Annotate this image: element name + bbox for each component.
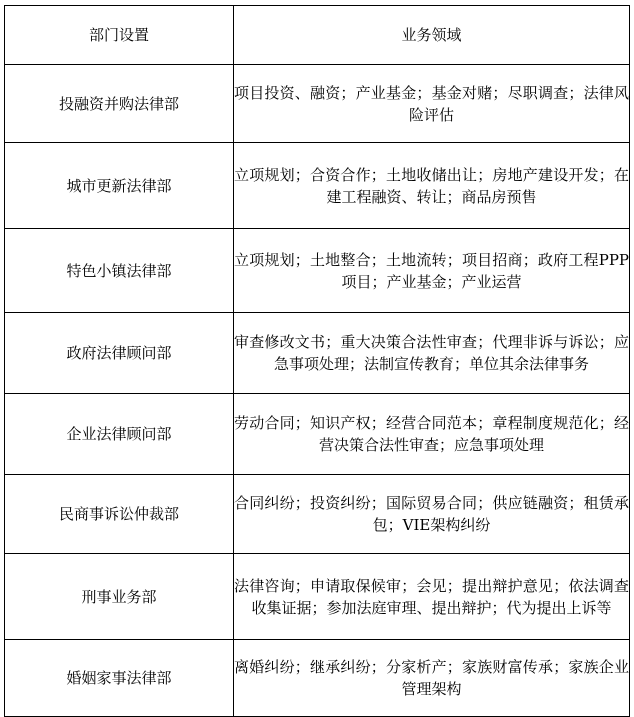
department-table	[4, 5, 630, 717]
table-row	[5, 313, 630, 394]
table-header-row	[5, 6, 630, 65]
table-row	[5, 394, 630, 475]
business-area: 审查修改文书；重大决策合法性审查；代理非诉与诉讼；应急事项处理；法制宣传教育；单位其余法律事务	[234, 313, 630, 394]
table-row	[5, 65, 630, 143]
table-row	[5, 640, 630, 717]
business-area: 立项规划；合资合作；土地收储出让；房地产建设开发；在建工程融资、转让；商品房预售	[234, 143, 630, 229]
business-area: 项目投资、融资；产业基金；基金对赌；尽职调查；法律风险评估	[234, 65, 630, 143]
business-area: 法律咨询；申请取保候审；会见；提出辩护意见；依法调查收集证据；参加法庭审理、提出辩护；代为提出上诉等	[234, 554, 630, 640]
table-row	[5, 475, 630, 554]
business-area: 合同纠纷；投资纠纷；国际贸易合同；供应链融资；租赁承包；VIE架构纠纷	[234, 475, 630, 554]
business-area: 劳动合同；知识产权；经营合同范本；章程制度规范化；经营决策合法性审查；应急事项处理	[234, 394, 630, 475]
business-area: 离婚纠纷；继承纠纷；分家析产；家族财富传承；家族企业管理架构	[234, 640, 630, 717]
business-area: 立项规划；土地整合；土地流转；项目招商；政府工程PPP项目；产业基金；产业运营	[234, 229, 630, 313]
header-business-area: 业务领域	[234, 6, 630, 65]
department-name: 民商事诉讼仲裁部	[5, 475, 234, 554]
table-row	[5, 229, 630, 313]
department-name: 刑事业务部	[5, 554, 234, 640]
department-name: 城市更新法律部	[5, 143, 234, 229]
header-department: 部门设置	[5, 6, 234, 65]
table-row	[5, 143, 630, 229]
department-name: 政府法律顾问部	[5, 313, 234, 394]
department-name: 婚姻家事法律部	[5, 640, 234, 717]
table-row	[5, 554, 630, 640]
department-name: 企业法律顾问部	[5, 394, 234, 475]
department-name: 投融资并购法律部	[5, 65, 234, 143]
department-name: 特色小镇法律部	[5, 229, 234, 313]
